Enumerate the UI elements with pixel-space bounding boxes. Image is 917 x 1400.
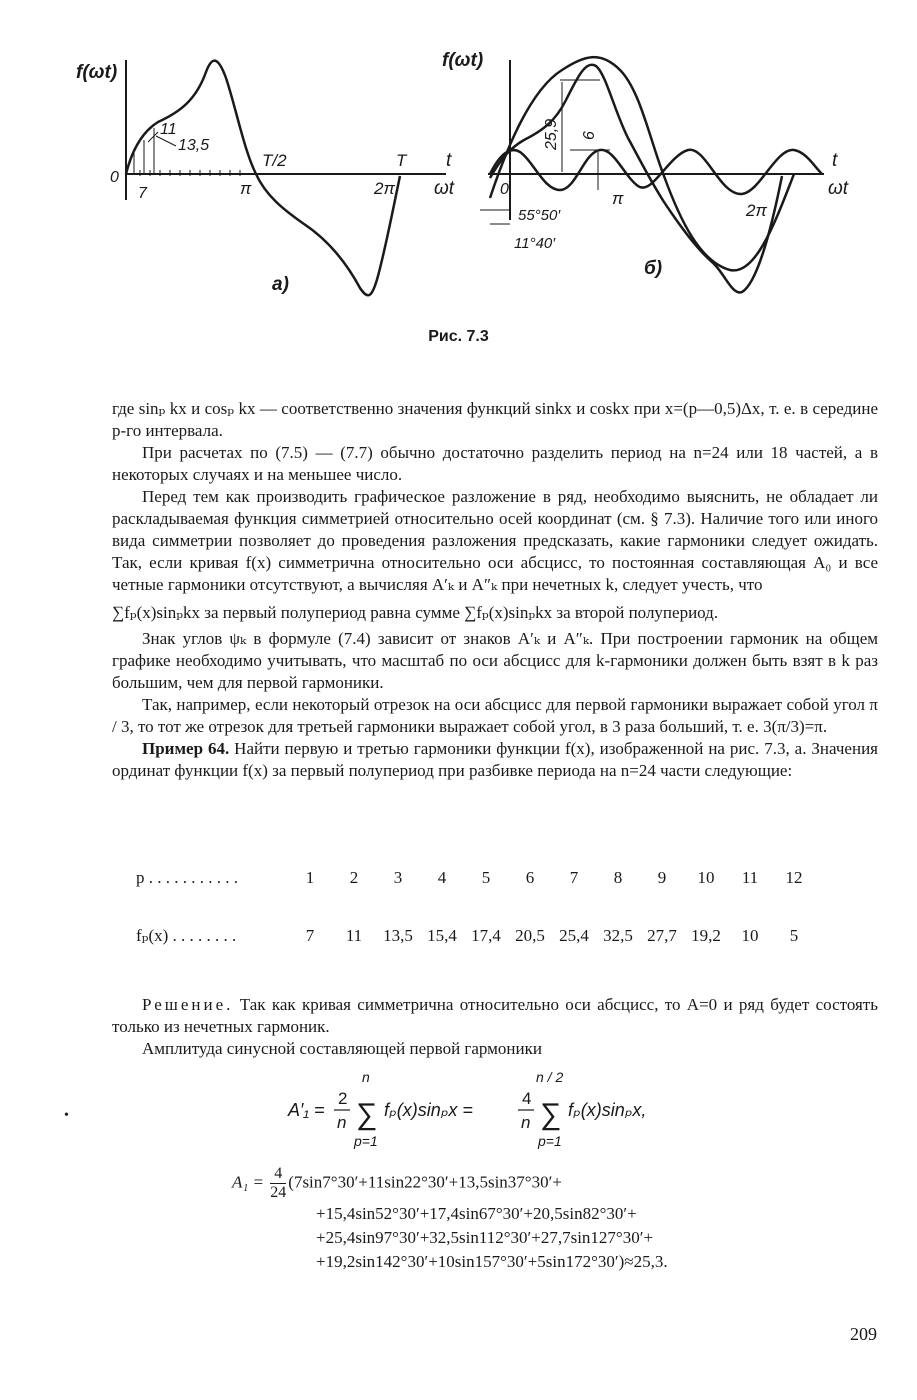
formula2-frac-num: 4 bbox=[270, 1165, 286, 1184]
panel-b-angle-2: 11°40′ bbox=[514, 235, 556, 252]
values-table bbox=[136, 868, 836, 956]
panel-b-x-wt: ωt bbox=[828, 178, 849, 199]
f1-sum2-top: n / 2 bbox=[536, 1069, 564, 1085]
table-cell-p: 9 bbox=[657, 868, 667, 887]
example-label: Пример 64. bbox=[142, 739, 230, 758]
paragraph-1: где sinₚ kx и cosₚ kx — соответственно значения функций sinkx и coskx при x=(p—0,5)Δx, т. е. в середине p-го интервала. bbox=[112, 399, 878, 440]
body-text bbox=[112, 398, 878, 782]
f1-term2: fₚ(x)sinₚx, bbox=[568, 1100, 647, 1120]
panel-b-origin: 0 bbox=[500, 181, 509, 198]
formula2-line-4: +19,2sin142°30′+10sin157°30′+5sin172°30′)≈25,3. bbox=[316, 1252, 668, 1271]
panel-a-panel-label: а) bbox=[272, 274, 289, 295]
solution-paragraph-1 bbox=[112, 994, 878, 1038]
panel-a-origin: 0 bbox=[110, 169, 119, 186]
table-cell-p: 2 bbox=[349, 868, 359, 887]
panel-a-x-t: t bbox=[446, 150, 452, 171]
panel-a-tick-pi: π bbox=[240, 179, 252, 198]
panel-b-amp-259: 25,9 bbox=[543, 118, 560, 150]
f1-sum1-bottom: p=1 bbox=[354, 1133, 378, 1149]
table-cell-f: 10 bbox=[741, 926, 759, 945]
panel-b-amp-6: 6 bbox=[581, 131, 598, 140]
f1-frac1-num: 2 bbox=[338, 1089, 348, 1108]
panel-b-y-label: f(ωt) bbox=[442, 50, 484, 71]
table-cell-p: 5 bbox=[481, 868, 491, 887]
f1-lhs: A′₁ = bbox=[288, 1100, 325, 1120]
table-cell-p: 8 bbox=[613, 868, 623, 887]
table-cell-p: 4 bbox=[437, 868, 447, 887]
formula2-line-3: +25,4sin97°30′+32,5sin112°30′+27,7sin127°30′+ bbox=[316, 1228, 654, 1247]
panel-a-label-135: 13,5 bbox=[178, 137, 210, 154]
panel-b-tick-2pi: 2π bbox=[746, 201, 767, 220]
f1-frac2-den: n bbox=[521, 1113, 531, 1132]
panel-a-tick-2pi: 2π bbox=[374, 179, 395, 198]
f1-frac2-num: 4 bbox=[522, 1089, 532, 1108]
paragraph-3: Перед тем как производить графическое разложение в ряд, необходимо выяснить, не обладает ли раскладываемая функция симметрией относительно осей координат (см. § 7.3). Наличие того или иного вида симметрии позволяет до проведения разложения предсказать, какие гармоники следует ожидать. Так, если кривая f(x) симметрична относительно оси абсцисс, то постоянная составляющая A₀ и все четные гармоники отсутствуют, а вычисляя A′ₖ и A″ₖ при нечетных k, следует учесть, что bbox=[112, 487, 878, 594]
row-label-p: p . . . . . . . . . . . bbox=[136, 868, 238, 887]
paragraph-7 bbox=[112, 738, 878, 782]
f1-sum2-sign: ∑ bbox=[540, 1098, 562, 1131]
solution-text bbox=[112, 994, 878, 1060]
table-cell-p: 10 bbox=[697, 868, 715, 887]
panel-b-tick-pi: π bbox=[612, 189, 624, 208]
f1-sum2-bottom: p=1 bbox=[538, 1133, 562, 1149]
panel-a-x-wt: ωt bbox=[434, 178, 455, 199]
figure-7-3 bbox=[0, 0, 917, 320]
table-row-p bbox=[136, 868, 836, 898]
formula2-text-1: (7sin7°30′+11sin22°30′+13,5sin37°30′+ bbox=[288, 1172, 562, 1192]
panel-a bbox=[126, 60, 446, 295]
solution-sentence: Так как кривая симметрична относительно оси абсцисс, то A=0 и ряд будет состоять только из нечетных гармоник. bbox=[112, 995, 878, 1036]
table-cell-f: 25,4 bbox=[559, 926, 589, 945]
formula2-line-1 bbox=[232, 1165, 872, 1202]
table-cell-p: 1 bbox=[305, 868, 315, 887]
table-cell-p: 6 bbox=[525, 868, 535, 887]
f1-sum1-top: n bbox=[362, 1069, 370, 1085]
table-cell-f: 7 bbox=[305, 926, 315, 945]
panel-b-x-t: t bbox=[832, 150, 838, 171]
formula2-frac-den: 24 bbox=[270, 1184, 287, 1201]
panel-a-leader-11 bbox=[148, 132, 158, 142]
panel-b-panel-label: б) bbox=[644, 258, 663, 279]
panel-a-tick-T2: T/2 bbox=[262, 151, 287, 170]
panel-b-angle-1: 55°50′ bbox=[518, 207, 561, 224]
table-cell-p: 7 bbox=[569, 868, 579, 887]
paragraph-2: При расчетах по (7.5) — (7.7) обычно достаточно разделить период на n=24 или 18 частей, а в некоторых случаях и на меньшее число. bbox=[112, 443, 878, 484]
figure-caption: Рис. 7.3 bbox=[428, 328, 489, 345]
panel-a-tick-T: T bbox=[396, 151, 407, 170]
panel-a-curve bbox=[126, 61, 400, 296]
example-text: Найти первую и третью гармоники функции f(x), изображенной на рис. 7.3, а. Значения ординат функции f(x) за первый полупериод при разбивке периода на n=24 части следующие: bbox=[112, 739, 878, 780]
table-cell-f: 27,7 bbox=[647, 926, 677, 945]
table-cell-p: 11 bbox=[741, 868, 759, 887]
table-cell-f: 11 bbox=[345, 926, 363, 945]
table-cell-f: 5 bbox=[789, 926, 799, 945]
table-cell-f: 32,5 bbox=[603, 926, 633, 945]
f1-frac1-den: n bbox=[337, 1113, 347, 1132]
table-cell-p: 12 bbox=[785, 868, 803, 887]
table-cell-f: 17,4 bbox=[471, 926, 501, 945]
row-label-f: fₚ(x) . . . . . . . . bbox=[136, 926, 237, 945]
paragraph-5: Знак углов ψₖ в формуле (7.4) зависит от знаков A′ₖ и A″ₖ. При построении гармоник на общем графике необходимо учитывать, что масштаб по оси абсцисс для k-гармоники должен быть взят в k раз большим, чем для первой гармоники. bbox=[112, 629, 878, 692]
panel-a-label-7: 7 bbox=[138, 185, 147, 202]
stray-mark: • bbox=[64, 1108, 69, 1123]
solution-label: Решение. bbox=[142, 995, 234, 1014]
panel-a-y-label: f(ωt) bbox=[76, 62, 118, 83]
f1-sum1-sign: ∑ bbox=[356, 1098, 378, 1131]
paragraph-6: Так, например, если некоторый отрезок на оси абсцисс для первой гармоники выражает собой угол π / 3, то тот же отрезок для третьей гармоники выражает собой угол, в 3 раза больший, т. е. 3(π/3)=π. bbox=[112, 695, 878, 736]
f1-term1: fₚ(x)sinₚx = bbox=[384, 1100, 473, 1120]
formula-a1-prime bbox=[280, 1068, 700, 1158]
paragraph-4: ∑fₚ(x)sinₚkx за первый полупериод равна сумме ∑fₚ(x)sinₚkx за второй полупериод. bbox=[112, 603, 719, 622]
table-cell-f: 19,2 bbox=[691, 926, 721, 945]
table-cell-p: 3 bbox=[393, 868, 403, 887]
formula2-lhs: A₁ = bbox=[232, 1172, 265, 1192]
solution-paragraph-2: Амплитуда синусной составляющей первой гармоники bbox=[142, 1039, 542, 1058]
table-cell-f: 20,5 bbox=[515, 926, 545, 945]
table-cell-f: 15,4 bbox=[427, 926, 457, 945]
table-cell-f: 13,5 bbox=[383, 926, 413, 945]
panel-a-label-11: 11 bbox=[160, 121, 177, 138]
formula-a1 bbox=[232, 1165, 872, 1274]
table-row-f bbox=[136, 926, 836, 956]
formula2-line-2: +15,4sin52°30′+17,4sin67°30′+20,5sin82°30′+ bbox=[316, 1204, 637, 1223]
page-number: 209 bbox=[850, 1324, 877, 1344]
